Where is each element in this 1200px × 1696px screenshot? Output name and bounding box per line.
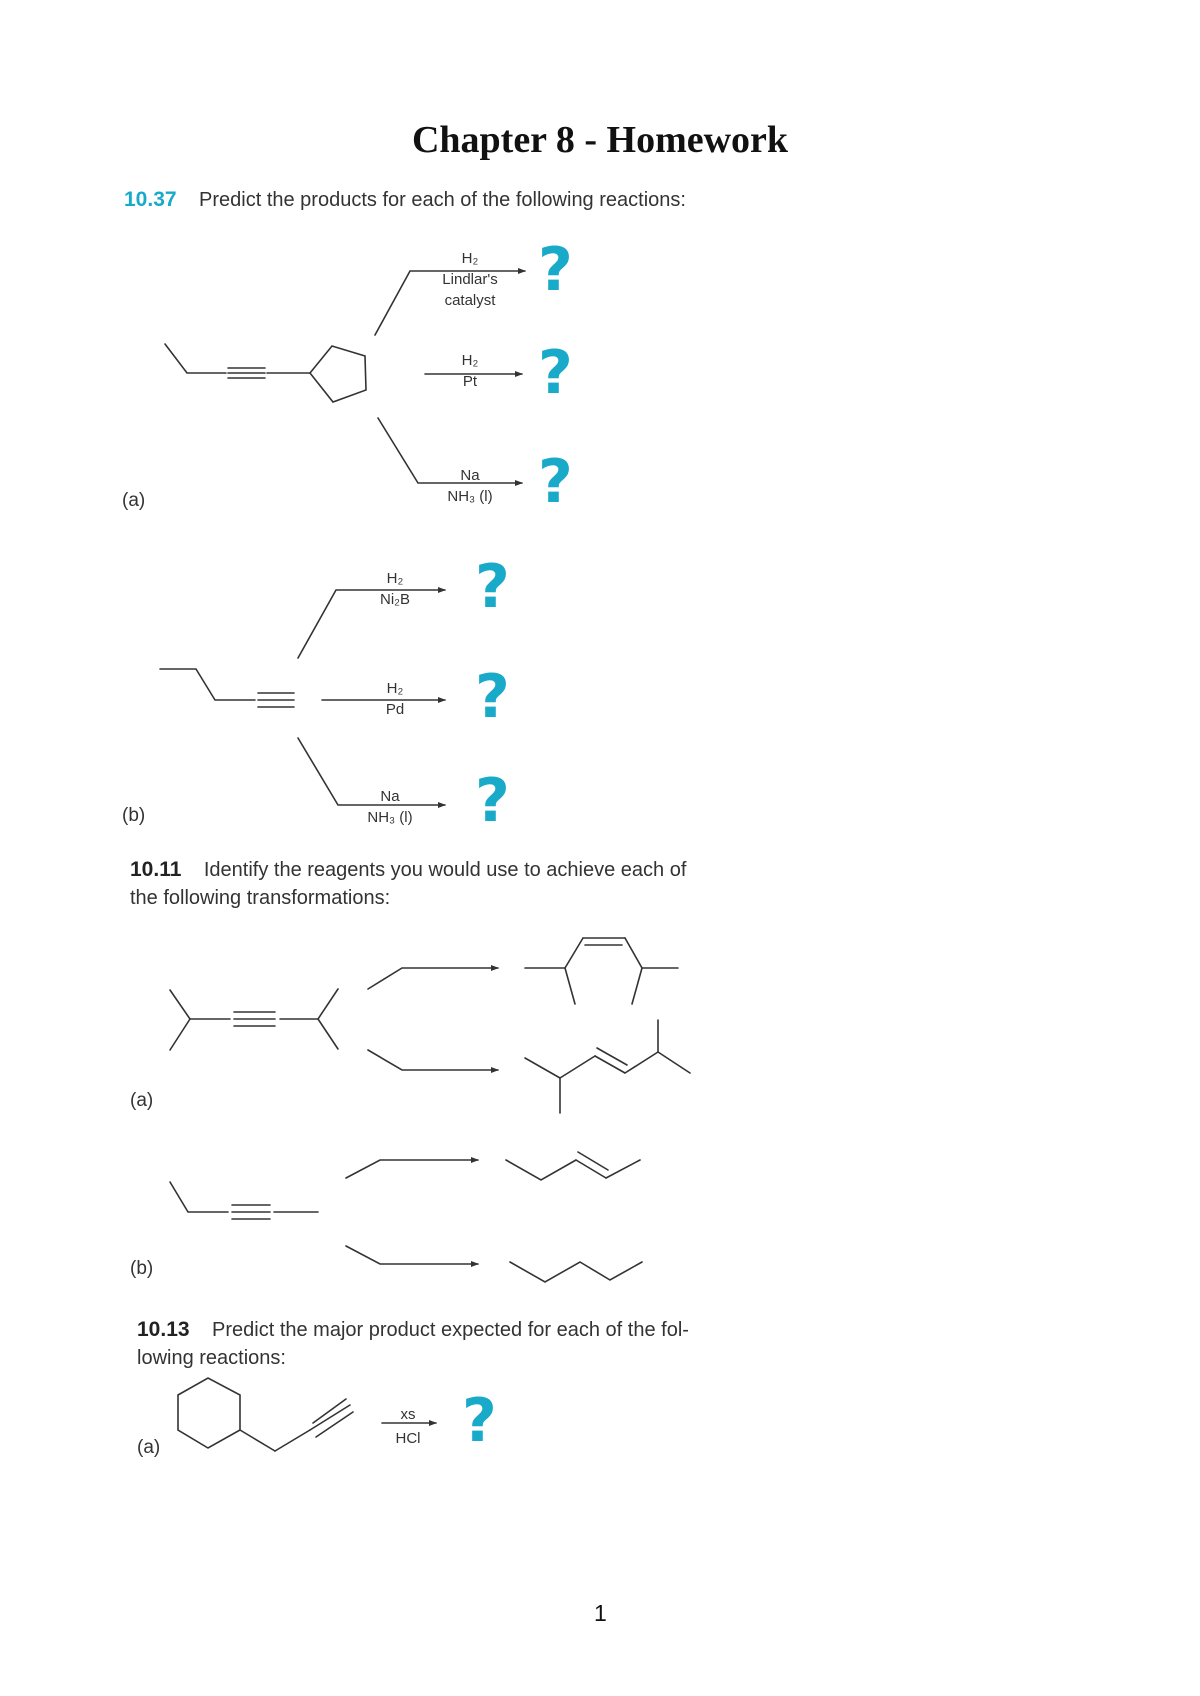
question-prompt-continued: the following transformations: xyxy=(130,887,391,909)
part-label-a: (a) xyxy=(137,1437,161,1458)
page-title: Chapter 8 - Homework xyxy=(411,119,789,161)
question-prompt: Predict the products for each of the following reactions: xyxy=(199,189,686,211)
molecule-2-pentyne xyxy=(170,1182,318,1219)
reagent-line: Na xyxy=(380,788,400,805)
unknown-product-mark: ? xyxy=(475,662,510,732)
reagent-line: xs xyxy=(400,1406,416,1423)
reagent-line: Lindlar's xyxy=(442,271,498,288)
molecule-internal-alkyne xyxy=(160,669,294,707)
part-label-a: (a) xyxy=(130,1090,154,1111)
question-number: 10.11 xyxy=(130,858,182,881)
reagent-line: Na xyxy=(460,467,480,484)
part-label-a: (a) xyxy=(122,490,146,511)
unknown-product-mark: ? xyxy=(475,552,510,622)
unknown-product-mark: ? xyxy=(538,338,573,408)
transformation-arrow-lower xyxy=(346,1246,478,1264)
reagent-line: Pt xyxy=(462,373,478,390)
unknown-product-mark: ? xyxy=(538,447,573,517)
molecule-alkyne-cyclopentane xyxy=(165,344,366,402)
part-label-b: (b) xyxy=(130,1258,154,1279)
reagent-line: H₂ xyxy=(386,570,404,587)
transformation-arrow-lower xyxy=(368,1050,498,1070)
question-prompt: Identify the reagents you would use to achieve each of xyxy=(203,859,687,881)
reagent-line: HCl xyxy=(395,1430,421,1447)
part-label-b: (b) xyxy=(122,805,146,826)
branch-line-lower xyxy=(378,418,522,483)
product-trans-2-pentene xyxy=(506,1152,640,1180)
reagent-line: H₂ xyxy=(386,680,404,697)
product-trans-alkene xyxy=(525,1020,690,1113)
reagent-line: H₂ xyxy=(461,352,479,369)
reagent-line: H₂ xyxy=(461,250,479,267)
branch-line-upper xyxy=(375,271,525,335)
transformation-arrow-upper xyxy=(346,1160,478,1178)
branch-line-upper xyxy=(298,590,445,658)
transformation-arrow-upper xyxy=(368,968,498,989)
product-cis-alkene xyxy=(525,938,678,1004)
question-prompt: Predict the major product expected for each of the fol- xyxy=(212,1319,689,1341)
molecule-cyclohexyl-propyne xyxy=(178,1378,353,1451)
question-number: 10.37 xyxy=(124,188,177,211)
reagent-line: NH₃ (l) xyxy=(367,809,413,826)
unknown-product-mark: ? xyxy=(462,1386,497,1456)
reagent-line: catalyst xyxy=(444,292,496,309)
question-number: 10.13 xyxy=(137,1318,190,1341)
unknown-product-mark: ? xyxy=(538,235,573,305)
reagent-line: Ni₂B xyxy=(380,591,410,608)
molecule-diisopropylacetylene xyxy=(170,989,338,1050)
branch-line-lower xyxy=(298,738,445,805)
reagent-line: NH₃ (l) xyxy=(447,488,493,505)
question-prompt-continued: lowing reactions: xyxy=(137,1347,286,1369)
unknown-product-mark: ? xyxy=(475,766,510,836)
product-pentane xyxy=(510,1262,642,1282)
reagent-line: Pd xyxy=(385,701,405,718)
page-number: 1 xyxy=(594,1600,607,1626)
